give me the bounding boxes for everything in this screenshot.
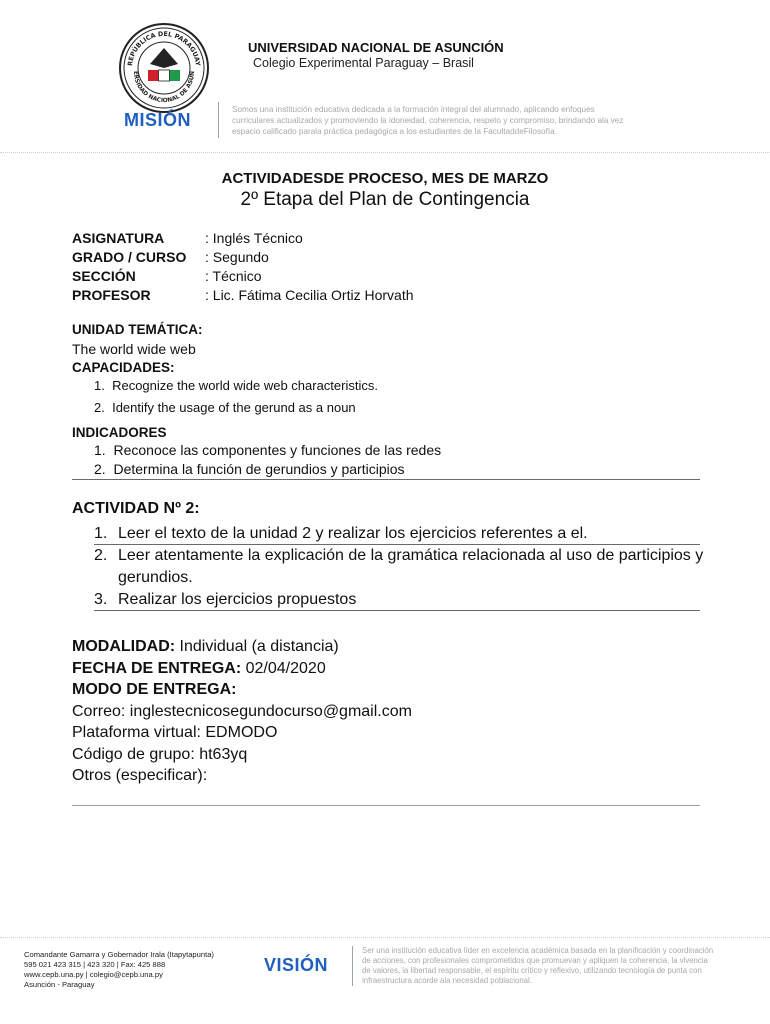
fecha-line bbox=[72, 658, 412, 680]
info-row-profesor bbox=[72, 286, 414, 305]
vision-text: Ser una institución educativa líder en excelencia académica basada en la planificación y coordinación de acciones, con profesionales comprometidos que promuevan y apliquen la coherencia, la vivencia de valores, la libertad responsable, el espíritu crítico y reflexivo, utilizando tecnología de punta con infraestructura acorde ala necesidad poblacional. bbox=[362, 946, 714, 985]
mision-text: Somos una institución educativa dedicada a la formación integral del alumnado, aplicando enfoques curriculares actualizados y promoviendo la idoneidad, coherencia, respeto y compromiso, brindando ala vez espacio calificado parala práctica pedagógica a los estudiantes de la FacultaddeFilosofía. bbox=[232, 105, 624, 136]
modalidad-line bbox=[72, 636, 412, 658]
codigo-line: Código de grupo: ht63yq bbox=[72, 745, 248, 763]
document-title: ACTIVIDADESDE PROCESO, MES DE MARZO bbox=[221, 170, 549, 187]
fecha-value: 02/04/2020 bbox=[241, 659, 326, 677]
address-line: Comandante Gamarra y Gobernador Irala (Itapytapunta) bbox=[24, 950, 214, 959]
modo-entrega-label bbox=[72, 679, 412, 701]
actividad-label: ACTIVIDAD Nº 2: bbox=[72, 500, 200, 517]
info-row-seccion bbox=[72, 267, 414, 286]
actividad-list bbox=[94, 523, 706, 611]
info-row-asignatura bbox=[72, 229, 414, 248]
indicador-text: Determina la función de gerundios y participios bbox=[113, 461, 405, 477]
info-value: : Segundo bbox=[205, 249, 269, 265]
info-key: PROFESOR bbox=[72, 287, 151, 303]
modalidad-label: MODALIDAD: bbox=[72, 638, 176, 655]
svg-text:REPÚBLICA DEL PARAGUAY: REPÚBLICA DEL PARAGUAY bbox=[126, 29, 202, 67]
capacidad-number: 1. bbox=[94, 378, 105, 393]
university-seal-logo bbox=[118, 22, 210, 114]
actividad-item bbox=[94, 589, 706, 611]
correo-line: Correo: inglestecnicosegundocurso@gmail.com bbox=[72, 702, 412, 720]
address-line: 595 021 423 315 | 423 320 | Fax: 425 888 bbox=[24, 960, 166, 969]
address-line: Asunción - Paraguay bbox=[24, 980, 95, 989]
indicador-text: Reconoce las componentes y funciones de las redes bbox=[113, 442, 442, 458]
indicadores-label: INDICADORES bbox=[72, 425, 167, 440]
info-key: GRADO / CURSO bbox=[72, 249, 187, 265]
indicador-number: 2. bbox=[94, 461, 106, 477]
unidad-label: UNIDAD TEMÁTICA: bbox=[72, 322, 203, 337]
mision-divider bbox=[218, 102, 219, 138]
info-key: ASIGNATURA bbox=[72, 230, 165, 246]
capacidad-item bbox=[94, 378, 378, 393]
indicador-item bbox=[94, 442, 441, 458]
actividad-item bbox=[94, 545, 706, 589]
actividad-number: 2. bbox=[94, 547, 108, 564]
capacidades-label: CAPACIDADES: bbox=[72, 360, 175, 375]
actividad-underline-1 bbox=[94, 544, 700, 545]
actividad-text: Realizar los ejercicios propuestos bbox=[118, 591, 357, 608]
address-line: www.cepb.una.py | colegio@cepb.una.py bbox=[24, 970, 163, 979]
info-value: : Técnico bbox=[205, 268, 262, 284]
actividad-number: 3. bbox=[94, 591, 108, 608]
info-key: SECCIÓN bbox=[72, 268, 136, 284]
college-name: Colegio Experimental Paraguay – Brasil bbox=[253, 56, 474, 70]
info-row-grado bbox=[72, 248, 414, 267]
modo-entrega-text: MODO DE ENTREGA: bbox=[72, 681, 237, 698]
actividad-item bbox=[94, 523, 706, 545]
actividad-text: Leer el texto de la unidad 2 y realizar los ejercicios referentes a el. bbox=[118, 525, 588, 542]
course-info bbox=[72, 229, 414, 305]
capacidad-number: 2. bbox=[94, 400, 105, 415]
actividad-text: Leer atentamente la explicación de la gramática relacionada al uso de participios y gerundios. bbox=[118, 547, 704, 586]
indicador-item bbox=[94, 461, 405, 477]
document-subtitle: 2º Etapa del Plan de Contingencia bbox=[240, 189, 530, 210]
actividad-number: 1. bbox=[94, 525, 108, 542]
footer-address bbox=[24, 950, 214, 990]
fecha-label: FECHA DE ENTREGA: bbox=[72, 659, 242, 677]
actividad-underline-2 bbox=[94, 610, 700, 611]
capacidad-item bbox=[94, 400, 356, 415]
footer-separator bbox=[0, 937, 770, 938]
vision-label: VISIÓN bbox=[264, 955, 329, 975]
vision-divider bbox=[352, 946, 353, 986]
capacidad-text: Recognize the world wide web characteristics. bbox=[112, 378, 378, 393]
svg-text:UNIVERSIDAD NACIONAL DE ASUNCI: ERSIDAD NACIONAL DE ASUN bbox=[131, 70, 197, 105]
indicador-number: 1. bbox=[94, 442, 106, 458]
info-value: : Inglés Técnico bbox=[205, 230, 303, 246]
modalidad-value: Individual (a distancia) bbox=[175, 638, 339, 655]
otros-underline bbox=[72, 805, 700, 806]
university-name: UNIVERSIDAD NACIONAL DE ASUNCIÓN bbox=[248, 40, 504, 55]
mision-label: MISIÓN bbox=[124, 110, 192, 130]
otros-line: Otros (especificar): bbox=[72, 767, 208, 784]
capacidad-text: Identify the usage of the gerund as a noun bbox=[112, 400, 356, 415]
plataforma-line: Plataforma virtual: EDMODO bbox=[72, 724, 278, 741]
info-value: : Lic. Fátima Cecilia Ortiz Horvath bbox=[205, 287, 414, 303]
entrega-block bbox=[72, 636, 412, 787]
unidad-value: The world wide web bbox=[72, 341, 196, 357]
header-separator bbox=[0, 152, 770, 153]
indicadores-underline bbox=[72, 479, 700, 480]
